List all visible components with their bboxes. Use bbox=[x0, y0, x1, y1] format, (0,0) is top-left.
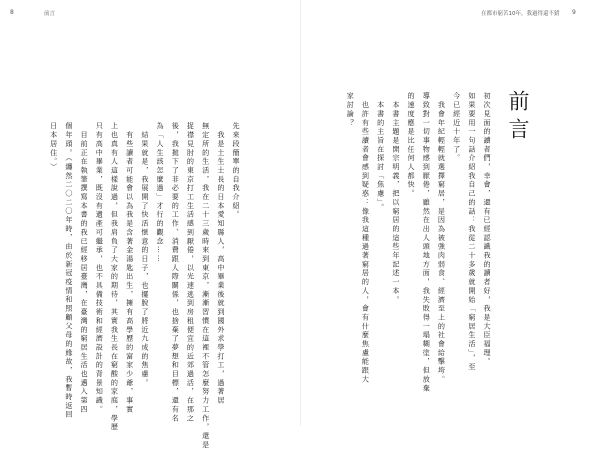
left-running-head: 前言 bbox=[44, 11, 56, 17]
right-page-number: 9 bbox=[572, 9, 576, 16]
text-column: 後，我拋下了非必要的工作、消費跟人際關係，也捨棄了夢想和目標，還有名 bbox=[171, 122, 181, 423]
text-column: 目前正在執筆撰寫本書的我已經移居臺灣，在臺灣的窮居生活也邁入第四 bbox=[80, 122, 90, 415]
text-column: 初次見面的讀者們，幸會，還有已經認識我的讀者好，我是大臣福理。 bbox=[483, 92, 493, 367]
gutter bbox=[300, 0, 301, 426]
text-column: 今已經近十年了。 bbox=[452, 92, 462, 163]
text-column: 有些讀者可能會以為我是含著金湯匙出生，擁有高學歷的富家少爺，事實 bbox=[125, 122, 135, 415]
text-column: 本書的主旨在探討「焦慮」。 bbox=[376, 92, 386, 213]
text-column: 也許有些讀者會感到疑惑：像我這種過著窮居的人，會有什麼焦慮能跟大 bbox=[361, 92, 371, 385]
text-column: 家討論？ bbox=[346, 92, 356, 128]
text-column: 導致對一切事物感到厭倦，雖然在出人頭地方面，我失敗得一塌糊塗，但放棄 bbox=[422, 92, 432, 393]
text-column: 先來段簡單的自我介紹。 bbox=[232, 122, 242, 220]
text-column: 無定所的生活，我在二十三歲時來到東京，漸漸習慣在這裡不管怎麼努力工作，還是 bbox=[201, 122, 211, 449]
text-column: 如果要用一句話介紹我自己的話：我從二十多歲就開始「窮居生活」，至 bbox=[467, 92, 477, 372]
text-column: 結果就是，我展開了快活愜意的日子，也擺脫了將近九成的焦慮。 bbox=[140, 122, 150, 388]
text-column: 我會年紀輕輕就選擇窮居，是因為被強肉弱食、經濟至上的社會給擊垮。 bbox=[437, 92, 447, 385]
text-column: 為「人生該怎麼過」才行的觀念…… bbox=[156, 122, 166, 264]
text-column: 只有高中畢業，既沒有遺產可繼承，也不具備技術和經濟設計的背景知識。 bbox=[95, 122, 105, 415]
text-column: 上也真有人這樣說過，但我肩負了大家的期待，其實我生長在窮酸的家庭，學歷 bbox=[110, 122, 120, 432]
section-title: 前言 bbox=[506, 90, 530, 146]
text-column: 個年頭。（纏然二〇二〇年時，由於新冠疫情和照顧父母的緣故，我暫時返回 bbox=[64, 122, 74, 420]
left-page-number: 8 bbox=[10, 9, 14, 16]
text-column: 我是土生土長的日本愛知縣人，高中畢業後就到國外求學打工，過著居 bbox=[216, 122, 226, 406]
text-column: 的速度應是比任何人都快。 bbox=[407, 92, 417, 199]
text-column: 捉襟見肘的東京打工生活感到厭倦，以光速逃到房租便宜的近郊過活，在那之 bbox=[186, 122, 196, 423]
text-column: 本書主題是開宗明義，把以窮居的這些年記述一本。 bbox=[391, 92, 401, 305]
text-column: 日本居住。） bbox=[49, 122, 59, 172]
right-running-head: 在都市窮苦10年，我過得還不錯 bbox=[481, 11, 560, 17]
